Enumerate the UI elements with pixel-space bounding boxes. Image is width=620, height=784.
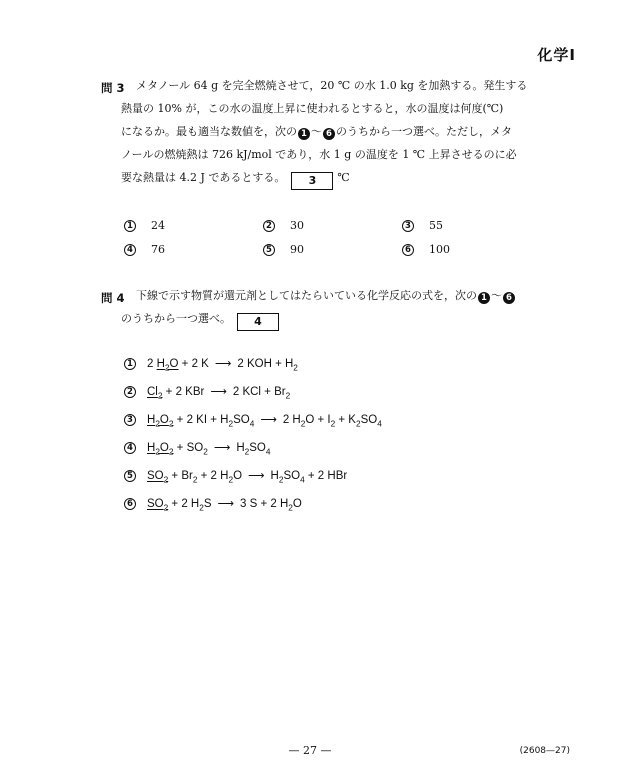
range-separator: 〜	[311, 125, 322, 138]
subscript: 2	[285, 391, 291, 401]
formula-part: O	[159, 442, 169, 454]
formula-part: H	[236, 442, 245, 454]
formula-part: Cl	[147, 386, 158, 398]
choice-num-icon: 6	[124, 498, 136, 510]
subscript: 4	[265, 447, 271, 457]
arrow-icon: ⟶	[210, 384, 227, 398]
subscript: 2	[288, 503, 293, 513]
choice-num-icon: 4	[124, 244, 136, 256]
q3-choice-4[interactable]	[123, 243, 165, 256]
subscript: 2	[330, 419, 336, 429]
subscript: 4	[300, 475, 305, 485]
reaction-equation	[147, 468, 347, 484]
subscript: 2	[278, 475, 284, 485]
q3-text-body	[121, 97, 517, 189]
underlined-substance	[147, 414, 174, 429]
q3-line-2: 熱量の 10% が，この水の温度上昇に使われるとすると，水の温度は何度(℃)	[121, 102, 504, 115]
choice-num-icon: 1	[124, 220, 136, 232]
formula-part: + 2 KBr	[162, 386, 205, 398]
arrow-icon: ⟶	[214, 356, 232, 370]
reaction-equation	[147, 356, 298, 372]
choice-value: 24	[151, 219, 165, 232]
arrow-icon: ⟶	[213, 440, 231, 454]
underlined-substance	[147, 386, 163, 401]
subscript: 2	[168, 419, 174, 429]
choice-value: 90	[290, 243, 304, 256]
subscript: 2	[155, 447, 160, 457]
underlined-substance	[147, 442, 174, 457]
reaction-equation	[147, 412, 382, 428]
q3-unit: ℃	[337, 171, 350, 184]
arrow-icon: ⟶	[260, 412, 277, 426]
formula-part: 2 H	[282, 414, 301, 426]
formula-part: + 2 K	[178, 358, 209, 370]
reaction-equation	[147, 496, 302, 512]
formula-part: H	[156, 358, 165, 370]
choice-num-icon: 3	[124, 414, 136, 426]
q3-line-4: ノールの燃焼熱は 726 kJ/mol であり，水 1 g の温度を 1 ℃ 上昇させるのに必	[121, 148, 517, 161]
q4-choice-6[interactable]	[123, 496, 302, 512]
choice-value: 100	[429, 243, 450, 256]
formula-part: H	[147, 442, 156, 454]
underlined-substance	[147, 498, 169, 513]
formula-part: O	[169, 358, 179, 370]
choice-num-icon: 2	[263, 220, 275, 232]
choice-num-icon: 6	[402, 244, 414, 256]
formula-part: + Br	[168, 470, 193, 482]
reaction-equation	[147, 384, 290, 400]
formula-part: O	[159, 414, 169, 426]
choice-num-icon: 5	[263, 244, 275, 256]
formula-part: 2 KOH + H	[237, 358, 294, 370]
subscript: 2	[244, 447, 250, 457]
choice-num-icon: 6	[323, 128, 335, 140]
subscript: 2	[228, 475, 234, 485]
subscript: 2	[192, 475, 198, 485]
formula-part: + 2 HBr	[304, 470, 348, 482]
formula-part: + SO	[173, 442, 204, 454]
formula-part: + 2 KI + H	[173, 414, 229, 426]
q3-number: 問 3	[101, 81, 125, 95]
formula-part: SO	[233, 414, 250, 426]
underlined-substance	[156, 358, 179, 373]
q4-choice-3[interactable]	[123, 412, 382, 428]
formula-part: O	[292, 498, 302, 510]
choice-num-icon: 3	[402, 220, 414, 232]
subscript: 2	[199, 503, 204, 513]
q4-choice-2[interactable]	[123, 384, 290, 400]
subscript: 2	[163, 503, 169, 513]
choice-num-icon: 2	[124, 386, 136, 398]
q3-line-3-b: のうちから一つ選べ。ただし，メタ	[336, 125, 512, 138]
range-separator: 〜	[491, 289, 502, 302]
choice-value: 30	[290, 219, 304, 232]
choice-num-icon: 4	[124, 442, 136, 454]
reaction-equation	[147, 440, 270, 456]
formula-part: H	[270, 470, 279, 482]
answer-box-4[interactable]: 4	[237, 313, 279, 331]
subscript: 2	[293, 363, 298, 373]
q3-line-5-text: 要な熱量は 4.2 J であるとする。	[121, 171, 286, 184]
underlined-substance	[147, 470, 169, 485]
arrow-icon: ⟶	[248, 468, 265, 482]
q3-choice-5[interactable]	[262, 243, 304, 256]
formula-part: O	[233, 470, 243, 482]
q4-line-2-text: のうちから一つ選べ。	[121, 312, 231, 325]
formula-part: H	[147, 414, 156, 426]
choice-num-icon: 6	[503, 292, 515, 304]
q4-number: 問 4	[101, 291, 125, 305]
formula-part: + 2 H	[168, 498, 200, 510]
subscript: 2	[155, 419, 160, 429]
subscript: 4	[377, 419, 382, 429]
choice-value: 55	[429, 219, 443, 232]
subscript: 2	[168, 447, 174, 457]
q3-line-3-a: になるか。最も適当な数値を，次の	[121, 125, 297, 138]
choice-value: 76	[151, 243, 165, 256]
subscript: 2	[163, 475, 169, 485]
q3-line-1: メタノール 64 g を完全燃焼させて，20 ℃ の水 1.0 kg を加熱する。発生する	[136, 79, 528, 92]
answer-box-3[interactable]: 3	[291, 172, 333, 190]
formula-part: + 2 H	[197, 470, 229, 482]
q4-line-1	[136, 284, 516, 307]
document-code: (2608—27)	[519, 746, 570, 756]
q4-line-2	[121, 307, 283, 331]
subscript: 2	[203, 447, 208, 457]
subscript: 4	[249, 419, 255, 429]
formula-part: 2 KCl + Br	[232, 386, 286, 398]
subscript: 2	[157, 391, 163, 401]
formula-part: S	[203, 498, 212, 510]
choice-num-icon: 5	[124, 470, 136, 482]
formula-part: + K	[335, 414, 356, 426]
q4-choice-1[interactable]	[123, 356, 298, 372]
q3-choice-3[interactable]	[401, 219, 443, 232]
formula-part: SO	[147, 470, 164, 482]
q3-choice-1[interactable]	[123, 219, 165, 232]
formula-part: SO	[360, 414, 378, 426]
choice-num-icon: 1	[478, 292, 490, 304]
q3-choice-6[interactable]	[401, 243, 450, 256]
choice-num-icon: 1	[298, 128, 310, 140]
formula-part: SO	[147, 498, 164, 510]
q4-choice-5[interactable]	[123, 468, 347, 484]
formula-part: 3 S + 2 H	[240, 498, 289, 510]
formula-part: SO	[283, 470, 301, 482]
arrow-icon: ⟶	[217, 496, 235, 510]
formula-part: SO	[249, 442, 266, 454]
formula-part: O + I	[305, 414, 331, 426]
subject-title: 化学Ⅰ	[537, 46, 576, 64]
q3-line-5	[121, 166, 517, 189]
subscript: 2	[228, 419, 234, 429]
q3-text	[136, 74, 527, 97]
q3-choice-2[interactable]	[262, 219, 304, 232]
subscript: 2	[164, 363, 170, 373]
q4-choice-4[interactable]	[123, 440, 270, 456]
q4-line-1-text: 下線で示す物質が還元剤としてはたらいている化学反応の式を，次の	[136, 289, 477, 302]
subscript: 2	[300, 419, 306, 429]
page-number: — 27 —	[288, 744, 332, 757]
q3-line-3	[121, 120, 517, 143]
subscript: 2	[355, 419, 361, 429]
choice-num-icon: 1	[124, 358, 136, 370]
coef: 2	[147, 358, 154, 370]
